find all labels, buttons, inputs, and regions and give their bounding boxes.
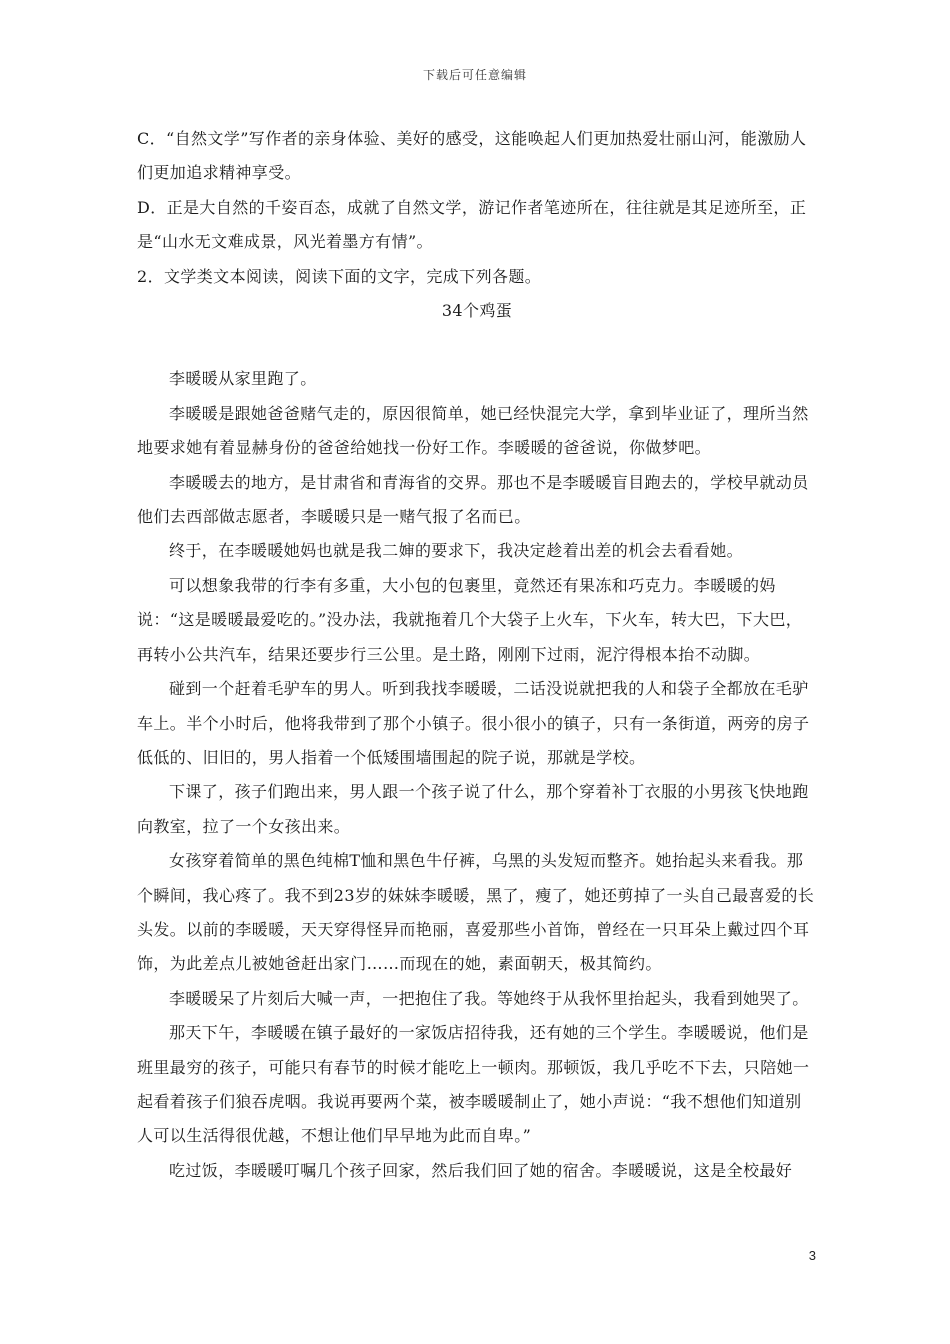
option-d: D．正是大自然的千姿百态，成就了自然文学，游记作者笔迹所在，往往就是其足迹所至，正是“山水无文难成景，风光着墨方有情”。 (137, 197, 807, 252)
story-paragraph: 吃过饭，李暖暖叮嘱几个孩子回家，然后我们回了她的宿舍。李暖暖说，这是全校最好 (169, 1160, 793, 1180)
page-number: 3 (808, 1248, 816, 1263)
story-paragraph: 那天下午，李暖暖在镇子最好的一家饭店招待我，还有她的三个学生。李暖暖说，他们是班里最穷的孩子，可能只有春节的时候才能吃上一顿肉。那顿饭，我几乎吃不下去，只陪她一起看着孩子们狼吞虎咽。我说再要两个菜，被李暖暖制止了，她小声说：“我不想他们知道别人可以生活得很优越，不想让他们早早地为此而自卑。” (137, 1023, 810, 1146)
question-2-prompt: 2．文学类文本阅读，阅读下面的文字，完成下列各题。 (137, 266, 542, 286)
story-title: 34个鸡蛋 (441, 301, 513, 321)
story-paragraph: 李暖暖去的地方，是甘肃省和青海省的交界。那也不是李暖暖盲目跑去的，学校早就动员他们去西部做志愿者，李暖暖只是一赌气报了名而已。 (137, 472, 809, 527)
story-paragraph: 女孩穿着简单的黑色纯棉T恤和黑色牛仔裤，乌黑的头发短而整齐。她抬起头来看我。那个瞬间，我心疼了。我不到23岁的妹妹李暖暖，黑了，瘦了，她还剪掉了一头自己最喜爱的长头发。以前的李暖暖，天天穿得怪异而艳丽，喜爱那些小首饰，曾经在一只耳朵上戴过四个耳饰，为此差点儿被她爸赶出家门……而现在的她，素面朝天，极其简约。 (137, 851, 815, 974)
page-header: 下载后可任意编辑 (422, 68, 527, 82)
story-paragraph: 下课了，孩子们跑出来，男人跟一个孩子说了什么，那个穿着补丁衣服的小男孩飞快地跑向教室，拉了一个女孩出来。 (137, 782, 809, 836)
story-paragraph: 李暖暖是跟她爸爸赌气走的，原因很简单，她已经快混完大学，拿到毕业证了，理所当然地要求她有着显赫身份的爸爸给她找一份好工作。李暖暖的爸爸说，你做梦吧。 (137, 403, 809, 458)
document-body (137, 122, 817, 1188)
title-spacer (137, 328, 817, 362)
story-paragraph: 李暖暖呆了片刻后大喊一声，一把抱住了我。等她终于从我怀里抬起头，我看到她哭了。 (169, 988, 809, 1008)
story-paragraph: 可以想象我带的行李有多重，大小包的包裹里，竟然还有果冻和巧克力。李暖暖的妈说：“这是暖暖最爱吃的。”没办法，我就拖着几个大袋子上火车，下火车，转大巴，下大巴，再转小公共汽车，结果还要步行三公里。是土路，刚刚下过雨，泥泞得根本抬不动脚。 (137, 575, 803, 664)
story-paragraph: 终于，在李暖暖她妈也就是我二婶的要求下，我决定趁着出差的机会去看看她。 (169, 541, 744, 561)
story-paragraph: 碰到一个赶着毛驴车的男人。听到我找李暖暖，二话没说就把我的人和袋子全都放在毛驴车上。半个小时后，他将我带到了那个小镇子。很小很小的镇子，只有一条街道，两旁的房子低低的、旧旧的，男人指着一个低矮围墙围起的院子说，那就是学校。 (137, 679, 810, 767)
option-c: C．“自然文学”写作者的亲身体验、美好的感受，这能唤起人们更加热爱壮丽山河，能激励人们更加追求精神享受。 (137, 129, 807, 183)
story-paragraph: 李暖暖从家里跑了。 (169, 369, 317, 389)
